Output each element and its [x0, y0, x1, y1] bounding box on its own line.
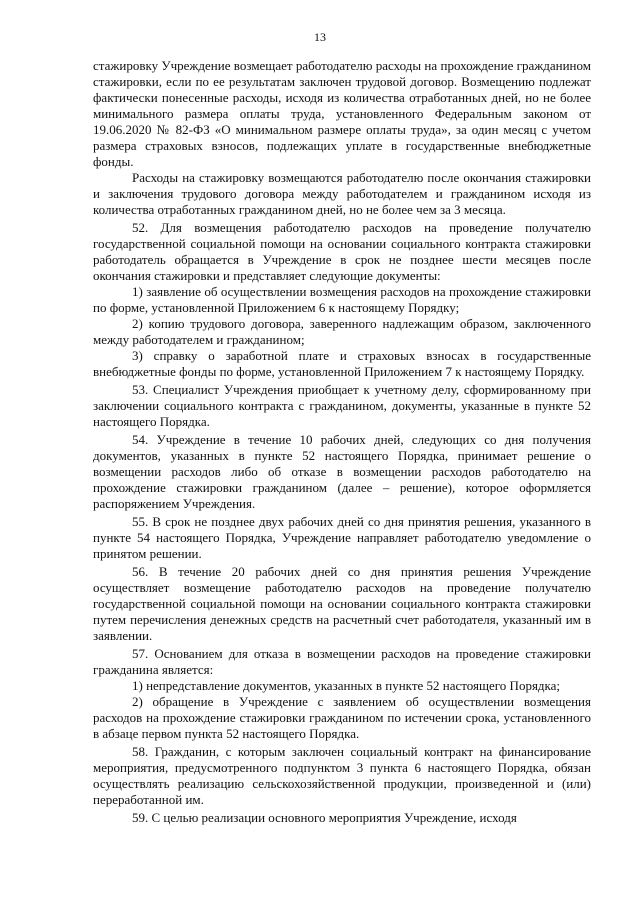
paragraph-reimbursement-terms: Расходы на стажировку возмещаются работодателю после окончания стажировки и заключения трудового договора между работодателем и гражданином исходя из количества отработанных гражданином дней, но не более чем за 3 месяца. — [93, 170, 591, 217]
paragraph-continuation: стажировку Учреждение возмещает работодателю расходы на прохождение гражданином стажировки, если по ее результатам заключен трудовой договор. Возмещению подлежат фактически понесенные расходы, исходя из количества отработанных дней, но не более минимального размера оплаты труда, установленного Федеральным законом от 19.06.2020 № 82-ФЗ «О минимальном размере оплаты труда», за один месяц с учетом размера страховых взносов, подлежащих уплате в государственные внебюджетные фонды. — [93, 58, 591, 169]
document-body — [93, 58, 591, 826]
paragraph-item-54: 54. Учреждение в течение 10 рабочих дней, следующих со дня получения документов, указанных в пункте 52 настоящего Порядка, принимает решение о возмещении расходов либо об отказе в возмещении расходов работодателю на прохождение стажировки гражданином (далее – решение), которое оформляется распоряжением Учреждения. — [93, 432, 591, 511]
paragraph-item-52-sub-1: 1) заявление об осуществлении возмещения расходов на прохождение стажировки по форме, установленной Приложением 6 к настоящему Порядку; — [93, 284, 591, 315]
paragraph-item-57: 57. Основанием для отказа в возмещении расходов на проведение стажировки гражданина является: — [93, 646, 591, 677]
paragraph-item-52-sub-2: 2) копию трудового договора, заверенного надлежащим образом, заключенного между работодателем и гражданином; — [93, 316, 591, 347]
paragraph-item-58: 58. Гражданин, с которым заключен социальный контракт на финансирование мероприятия, предусмотренного подпунктом 3 пункта 6 настоящего Порядка, обязан осуществлять реализацию сельскохозяйственной продукции, произведенной и (или) переработанной им. — [93, 744, 591, 807]
paragraph-item-57-sub-2: 2) обращение в Учреждение с заявлением об осуществлении возмещения расходов на прохождение стажировки гражданином по истечении срока, установленного в абзаце первом пункта 52 настоящего Порядка. — [93, 694, 591, 741]
paragraph-item-55: 55. В срок не позднее двух рабочих дней со дня принятия решения, указанного в пункте 54 настоящего Порядка, Учреждение направляет работодателю уведомление о принятом решении. — [93, 514, 591, 561]
paragraph-item-53: 53. Специалист Учреждения приобщает к учетному делу, сформированному при заключении социального контракта с гражданином, документы, указанные в пункте 52 настоящего Порядка. — [93, 382, 591, 429]
paragraph-item-52-sub-3: 3) справку о заработной плате и страховых взносах в государственные внебюджетные фонды по форме, установленной Приложением 7 к настоящему Порядку. — [93, 348, 591, 379]
paragraph-item-57-sub-1: 1) непредставление документов, указанных в пункте 52 настоящего Порядка; — [132, 678, 561, 693]
paragraph-item-56: 56. В течение 20 рабочих дней со дня принятия решения Учреждение осуществляет возмещение работодателю расходов на проведение получателю государственной социальной помощи на основании социального контракта стажировки путем перечисления денежных средств на расчетный счет работодателя, указанный им в заявлении. — [93, 564, 591, 643]
paragraph-item-59: 59. С целью реализации основного мероприятия Учреждение, исходя — [132, 810, 517, 825]
paragraph-item-52: 52. Для возмещения работодателю расходов на проведение получателю государственной социальной помощи на основании социального контракта стажировки работодатель обращается в Учреждение в срок не позднее шести месяцев после окончания стажировки и представляет следующие документы: — [93, 220, 591, 283]
page-number: 13 — [314, 30, 326, 44]
